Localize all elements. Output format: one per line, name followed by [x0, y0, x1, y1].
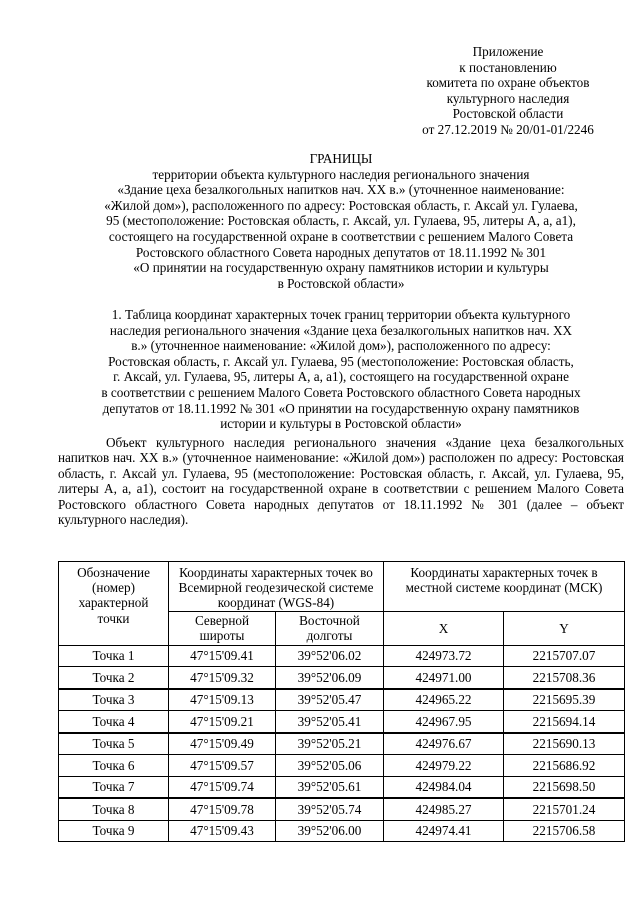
cell-lat: 47°15'09.78 — [169, 798, 276, 820]
heading-line: в Ростовской области» — [277, 275, 405, 291]
cell-y: 2215707.07 — [504, 645, 625, 667]
cell-y: 2215698.50 — [504, 776, 625, 798]
table-row — [59, 711, 625, 733]
heading-line: состоящего на государственной охране в соответствии с решением Малого Совета — [108, 228, 574, 244]
section-1-title — [58, 307, 624, 432]
cell-lat: 47°15'09.74 — [169, 776, 276, 798]
heading-line: «Здание цеха безалкогольных напитков нач. XX в.» (уточненное наименование: — [117, 182, 565, 198]
cell-x: 424976.67 — [384, 733, 504, 755]
cell-point: Точка 7 — [59, 776, 169, 798]
cell-lon: 39°52'05.06 — [276, 755, 384, 777]
table-row — [59, 733, 625, 755]
section-line: истории и культуры в Ростовской области» — [220, 416, 462, 432]
appendix-line: комитета по охране объектов — [426, 75, 590, 91]
table-row — [59, 667, 625, 689]
table-row — [59, 798, 625, 820]
heading-line: «О принятии на государственную охрану памятников истории и культуры — [133, 260, 549, 276]
cell-y: 2215708.36 — [504, 667, 625, 689]
coordinates-table — [58, 561, 625, 842]
cell-point: Точка 2 — [59, 667, 169, 689]
section-line: Ростовская область, г. Аксай ул. Гулаева, 95 (местоположение: Ростовская область, — [108, 353, 574, 369]
cell-y: 2215690.13 — [504, 733, 625, 755]
cell-y: 2215694.14 — [504, 711, 625, 733]
header-msk: Координаты характерных точек в местной системе координат (МСК) — [384, 562, 625, 612]
header-designation: Обозначение (номер) характерной точки — [59, 562, 169, 646]
header-wgs: Координаты характерных точек во Всемирной геодезической системе координат (WGS-84) — [169, 562, 384, 612]
cell-x: 424967.95 — [384, 711, 504, 733]
heading-line: 95 (местоположение: Ростовская область, г. Аксай, ул. Гулаева, 95, литеры А, а, а1), — [106, 213, 576, 229]
cell-point: Точка 4 — [59, 711, 169, 733]
cell-x: 424974.41 — [384, 820, 504, 842]
cell-lon: 39°52'05.47 — [276, 689, 384, 711]
header-lat: Северной широты — [169, 611, 276, 645]
appendix-line: к постановлению — [459, 59, 557, 75]
cell-lat: 47°15'09.49 — [169, 733, 276, 755]
document-title: ГРАНИЦЫ — [309, 151, 373, 166]
cell-lat: 47°15'09.57 — [169, 755, 276, 777]
cell-lon: 39°52'06.02 — [276, 645, 384, 667]
cell-x: 424985.27 — [384, 798, 504, 820]
cell-point: Точка 1 — [59, 645, 169, 667]
cell-y: 2215701.24 — [504, 798, 625, 820]
cell-point: Точка 6 — [59, 755, 169, 777]
cell-x: 424965.22 — [384, 689, 504, 711]
header-lon: Восточной долготы — [276, 611, 384, 645]
description-paragraph: Объект культурного наследия регионального значения «Здание цеха безалкогольных напитков нач. XX в.» (уточненное наименование: «Жилой дом») расположен по адресу: Ростовская область, г. Аксай ул. Гулаева, 95 (местоположение: Ростовская область, г. Аксай, ул. Гулаева, 95, литеры А, а, а1), состоит на государственной охране в соответствии с решением Малого Совета Ростовского областного Совета народных депутатов от 18.11.1992 № 301 (далее – объект культурного наследия). — [58, 435, 624, 528]
document-heading — [58, 151, 624, 291]
cell-lon: 39°52'06.09 — [276, 667, 384, 689]
cell-lat: 47°15'09.41 — [169, 645, 276, 667]
cell-x: 424971.00 — [384, 667, 504, 689]
header-x: X — [384, 611, 504, 645]
section-line: депутатов от 18.11.1992 № 301 «О принятии на государственную охрану памятников — [102, 400, 580, 416]
cell-y: 2215695.39 — [504, 689, 625, 711]
section-line: в.» (уточненное наименование: «Жилой дом»), расположенного по адресу: — [131, 338, 551, 354]
section-line: 1. Таблица координат характерных точек границ территории объекта культурного — [111, 307, 571, 322]
table-row — [59, 755, 625, 777]
section-line: наследия регионального значения «Здание цеха безалкогольных напитков нач. XX — [109, 322, 573, 338]
heading-line: территории объекта культурного наследия регионального значения — [152, 166, 530, 182]
appendix-block — [392, 44, 624, 138]
table-row — [59, 689, 625, 711]
header-y: Y — [504, 611, 625, 645]
appendix-line: от 27.12.2019 № 20/01-01/2246 — [422, 121, 594, 137]
heading-line: Ростовского областного Совета народных депутатов от 18.11.1992 № 301 — [135, 244, 547, 260]
table-row — [59, 645, 625, 667]
cell-y: 2215706.58 — [504, 820, 625, 842]
cell-lat: 47°15'09.32 — [169, 667, 276, 689]
table-row — [59, 820, 625, 842]
cell-x: 424984.04 — [384, 776, 504, 798]
cell-point: Точка 3 — [59, 689, 169, 711]
cell-lat: 47°15'09.43 — [169, 820, 276, 842]
cell-lon: 39°52'05.74 — [276, 798, 384, 820]
cell-y: 2215686.92 — [504, 755, 625, 777]
cell-x: 424979.22 — [384, 755, 504, 777]
cell-lon: 39°52'06.00 — [276, 820, 384, 842]
cell-point: Точка 8 — [59, 798, 169, 820]
appendix-line: культурного наследия — [446, 90, 570, 106]
cell-point: Точка 9 — [59, 820, 169, 842]
appendix-line: Ростовской области — [452, 106, 564, 122]
cell-x: 424973.72 — [384, 645, 504, 667]
cell-lon: 39°52'05.21 — [276, 733, 384, 755]
table-row — [59, 776, 625, 798]
section-line: г. Аксай, ул. Гулаева, 95, литеры А, а, а1), состоящего на государственной охране — [113, 369, 569, 385]
appendix-line: Приложение — [472, 44, 544, 59]
cell-lat: 47°15'09.21 — [169, 711, 276, 733]
cell-lon: 39°52'05.41 — [276, 711, 384, 733]
cell-lat: 47°15'09.13 — [169, 689, 276, 711]
section-line: в соответствии с решением Малого Совета Ростовского областного Совета народных — [101, 384, 581, 400]
cell-point: Точка 5 — [59, 733, 169, 755]
cell-lon: 39°52'05.61 — [276, 776, 384, 798]
heading-line: «Жилой дом»), расположенного по адресу: Ростовская область, г. Аксай ул. Гулаева, — [104, 197, 578, 213]
